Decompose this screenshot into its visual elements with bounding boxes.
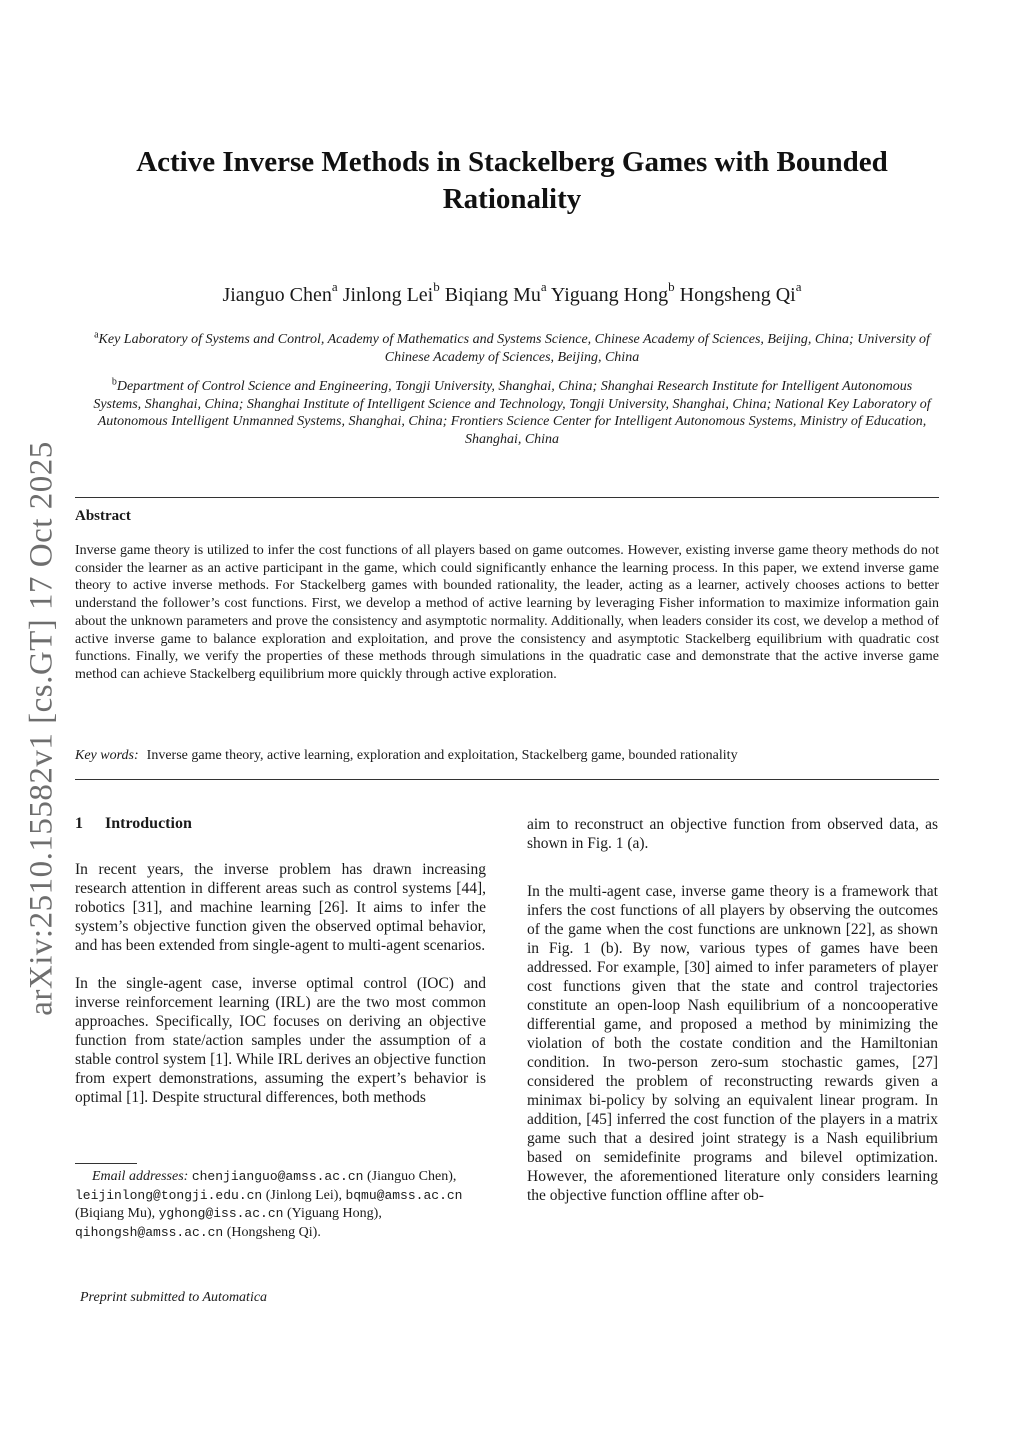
- paragraph: aim to reconstruct an objective function from observed data, as shown in Fig. 1 (a).: [527, 816, 938, 852]
- keywords-text: Inverse game theory, active learning, exploration and exploitation, Stackelberg game, bounded rationality: [146, 748, 738, 763]
- paragraph: In recent years, the inverse problem has drawn increasing research attention in different areas such as control systems [44], robotics [31], and machine learning [26]. It aims to infer the system’s objective function given the observed optimal behavior, and has been extended from single-agent to multi-agent scenarios.: [75, 861, 486, 954]
- author: Jianguo Chen$^a$: [222, 279, 338, 306]
- arxiv-stamp: [12, 428, 72, 1028]
- page-footer: Preprint submitted to Automatica: [80, 1290, 268, 1305]
- footnote-emails: Email addresses: chenjianguo@amss.ac.cn (Jianguo Chen), leijinlong@tongji.edu.cn (Jinlong Lei), bqmu@amss.ac.cn (Biqiang Mu), yghong@iss.ac.cn (Yiguang Hong), qihongsh@amss.ac.cn (Hongsheng Qi).: [75, 1169, 463, 1240]
- author-list: [80, 281, 944, 309]
- divider-top: [75, 497, 939, 498]
- arxiv-id: arXiv:2510.15582v1 [cs.GT] 17 Oct 2025: [23, 440, 60, 1016]
- email-link[interactable]: leijinlong@tongji.edu.cn: [75, 1187, 263, 1203]
- section-heading: 1 Introduction: [75, 815, 192, 832]
- column-right: [527, 815, 938, 1205]
- author: Yiguang Hong$^b$: [550, 279, 675, 306]
- author: Jinlong Lei$^b$: [342, 279, 440, 306]
- email-link[interactable]: bqmu@amss.ac.cn: [345, 1187, 463, 1203]
- keywords-label: Key words:: [75, 748, 139, 763]
- affiliation-b: $^b$Department of Control Science and Engineering, Tongji University, Shanghai, China; Shanghai Research Institute for Intelligent Autonomous Systems, Shanghai, China; Shanghai Institute of Intelligent Science and Technology, Tongji University, Shanghai, China; National Key Laboratory of Autonomous Intelligent Unmanned Systems, Shanghai, China; Frontiers Science Center for Intelligent Autonomous Systems, Ministry of Education, Shanghai, China: [93, 376, 931, 447]
- keywords: [75, 747, 939, 765]
- email-link[interactable]: qihongsh@amss.ac.cn: [75, 1224, 224, 1240]
- paper-title: Active Inverse Methods in Stackelberg Games with Bounded Rationality: [136, 146, 888, 215]
- paragraph: In the single-agent case, inverse optimal control (IOC) and inverse reinforcement learning (IRL) are the two most common approaches. Specifically, IOC focuses on deriving an objective function from state/action samples under the assumption of a stable control system [1]. While IRL derives an objective function from expert demonstrations, assuming the expert’s behavior is optimal [1]. Despite structural differences, both methods: [75, 975, 486, 1106]
- author: Hongsheng Qi$^a$: [679, 279, 802, 306]
- email-link[interactable]: chenjianguo@amss.ac.cn: [191, 1169, 364, 1184]
- abstract-text: Inverse game theory is utilized to infer the cost functions of all players based on game outcomes. However, existing inverse game theory methods do not consider the learner as an active participant in the game, which could significantly enhance the learning process. In this paper, we extend inverse game theory to active inverse methods. For Stackelberg games with bounded rationality, the leader, acting as a learner, actively chooses actions to better understand the follower’s cost functions. First, we develop a method of active learning by leveraging Fisher information to maximize information gain about the unknown parameters and prove the consistency and asymptotic normality. Additionally, when leaders consider its cost, we develop a method of active inverse game to balance exploration and exploitation, and prove the consistency and asymptotic Stackelberg equilibrium with quadratic cost functions. Finally, we verify the properties of these methods through simulations in the quadratic case and demonstrate that the active inverse game method can achieve Stackelberg equilibrium more quickly through active exploration.: [75, 543, 939, 682]
- footnote-divider: [75, 1163, 137, 1164]
- footnote-label: Email addresses:: [92, 1169, 189, 1184]
- paragraph: In the multi-agent case, inverse game theory is a framework that infers the cost functions of all players by observing the outcomes of the game when the cost functions are unknown [22], as shown in Fig. 1 (b). By now, various types of games have been addressed. For example, [30] aimed to infer parameters of player cost functions given that the state and control trajectories constitute an open-loop Nash equilibrium of a noncooperative differential game, and proposed a method by minimizing the violation of both the costate condition and the Hamiltonian condition. In two-person zero-sum stochastic games, [27] considered the problem of reconstructing rewards given a minimax bi-policy by solving an equivalent linear program. In addition, [45] inferred the cost function of the players in a matrix game such that a desired joint strategy is a Nash equilibrium based on semidefinite programs and bilevel optimization. However, the aforementioned literature only considers learning the objective function offline after ob-: [527, 883, 938, 1204]
- affiliation-a: $^a$Key Laboratory of Systems and Control, Academy of Mathematics and Systems Science, Chinese Academy of Sciences, Beijing, China; University of Chinese Academy of Sciences, Beijing, China: [94, 329, 930, 365]
- abstract-heading: Abstract: [75, 508, 131, 524]
- email-link[interactable]: yghong@iss.ac.cn: [158, 1206, 284, 1221]
- column-left: [75, 814, 486, 1107]
- author: Biqiang Mu$^a$: [444, 279, 547, 306]
- divider-bottom: [75, 779, 939, 780]
